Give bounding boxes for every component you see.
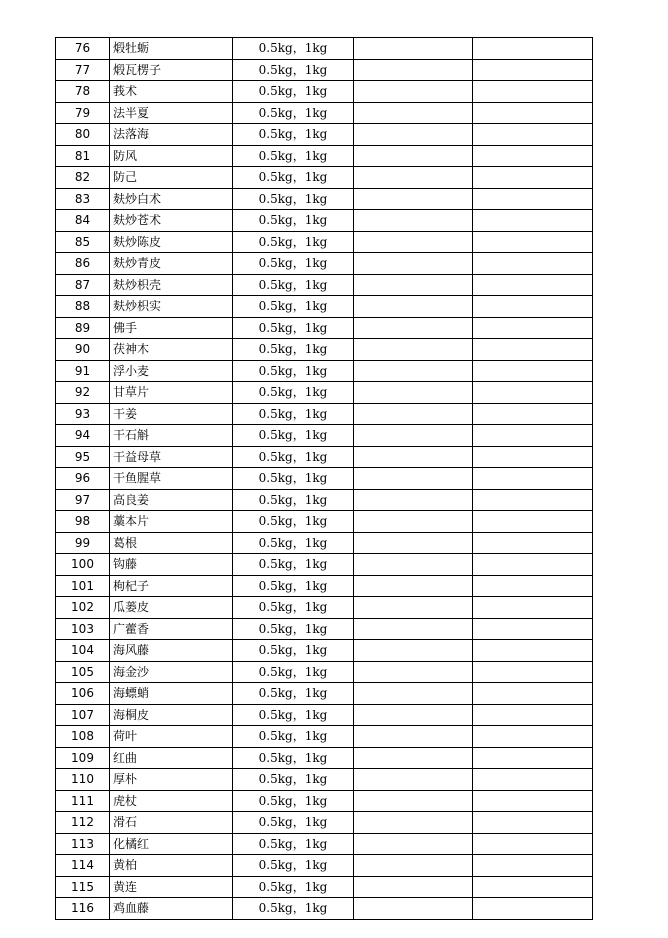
item-number-cell: 76	[56, 38, 110, 60]
table-row	[56, 683, 593, 705]
item-number-cell: 93	[56, 403, 110, 425]
table-row	[56, 296, 593, 318]
package-spec-cell: 0.5kg，1kg	[233, 468, 354, 490]
package-spec-cell: 0.5kg，1kg	[233, 124, 354, 146]
herb-name-cell: 瓜蒌皮	[110, 597, 233, 619]
package-spec-cell: 0.5kg，1kg	[233, 532, 354, 554]
empty-cell	[354, 532, 473, 554]
empty-cell	[354, 747, 473, 769]
empty-cell	[354, 124, 473, 146]
herb-name-cell: 高良姜	[110, 489, 233, 511]
herb-name-cell: 煅瓦楞子	[110, 59, 233, 81]
empty-cell	[354, 403, 473, 425]
table-row	[56, 640, 593, 662]
table-row	[56, 403, 593, 425]
empty-cell	[354, 597, 473, 619]
table-row	[56, 382, 593, 404]
empty-cell	[473, 640, 593, 662]
table-row	[56, 812, 593, 834]
herb-name-cell: 虎杖	[110, 790, 233, 812]
package-spec-cell: 0.5kg，1kg	[233, 425, 354, 447]
herb-name-cell: 麸炒苍术	[110, 210, 233, 232]
package-spec-cell: 0.5kg，1kg	[233, 683, 354, 705]
package-spec-cell: 0.5kg，1kg	[233, 382, 354, 404]
item-number-cell: 103	[56, 618, 110, 640]
item-number-cell: 99	[56, 532, 110, 554]
package-spec-cell: 0.5kg，1kg	[233, 833, 354, 855]
package-spec-cell: 0.5kg，1kg	[233, 296, 354, 318]
package-spec-cell: 0.5kg，1kg	[233, 253, 354, 275]
empty-cell	[473, 726, 593, 748]
item-number-cell: 109	[56, 747, 110, 769]
item-number-cell: 83	[56, 188, 110, 210]
empty-cell	[354, 468, 473, 490]
empty-cell	[354, 812, 473, 834]
table-row	[56, 145, 593, 167]
package-spec-cell: 0.5kg，1kg	[233, 726, 354, 748]
item-number-cell: 82	[56, 167, 110, 189]
item-number-cell: 111	[56, 790, 110, 812]
table-row	[56, 597, 593, 619]
package-spec-cell: 0.5kg，1kg	[233, 360, 354, 382]
item-number-cell: 114	[56, 855, 110, 877]
table-row	[56, 876, 593, 898]
empty-cell	[473, 446, 593, 468]
item-number-cell: 87	[56, 274, 110, 296]
package-spec-cell: 0.5kg，1kg	[233, 704, 354, 726]
empty-cell	[473, 296, 593, 318]
herb-name-cell: 鸡血藤	[110, 898, 233, 920]
package-spec-cell: 0.5kg，1kg	[233, 188, 354, 210]
item-number-cell: 88	[56, 296, 110, 318]
herb-name-cell: 广藿香	[110, 618, 233, 640]
item-number-cell: 89	[56, 317, 110, 339]
item-number-cell: 79	[56, 102, 110, 124]
empty-cell	[354, 145, 473, 167]
item-number-cell: 100	[56, 554, 110, 576]
empty-cell	[354, 210, 473, 232]
empty-cell	[473, 360, 593, 382]
herb-name-cell: 干石斛	[110, 425, 233, 447]
table-row	[56, 425, 593, 447]
empty-cell	[473, 317, 593, 339]
package-spec-cell: 0.5kg，1kg	[233, 446, 354, 468]
empty-cell	[354, 167, 473, 189]
empty-cell	[473, 403, 593, 425]
package-spec-cell: 0.5kg，1kg	[233, 812, 354, 834]
package-spec-cell: 0.5kg，1kg	[233, 618, 354, 640]
empty-cell	[354, 898, 473, 920]
table-row	[56, 81, 593, 103]
empty-cell	[473, 468, 593, 490]
package-spec-cell: 0.5kg，1kg	[233, 167, 354, 189]
empty-cell	[473, 812, 593, 834]
herb-name-cell: 防己	[110, 167, 233, 189]
herb-name-cell: 莪术	[110, 81, 233, 103]
empty-cell	[473, 661, 593, 683]
package-spec-cell: 0.5kg，1kg	[233, 575, 354, 597]
item-number-cell: 78	[56, 81, 110, 103]
empty-cell	[354, 253, 473, 275]
herb-name-cell: 红曲	[110, 747, 233, 769]
table-row	[56, 231, 593, 253]
herb-name-cell: 麸炒枳实	[110, 296, 233, 318]
package-spec-cell: 0.5kg，1kg	[233, 38, 354, 60]
item-number-cell: 97	[56, 489, 110, 511]
table-row	[56, 532, 593, 554]
item-number-cell: 90	[56, 339, 110, 361]
herb-spec-table	[55, 37, 593, 920]
empty-cell	[473, 253, 593, 275]
herb-name-cell: 麸炒陈皮	[110, 231, 233, 253]
empty-cell	[354, 726, 473, 748]
item-number-cell: 96	[56, 468, 110, 490]
empty-cell	[473, 425, 593, 447]
package-spec-cell: 0.5kg，1kg	[233, 403, 354, 425]
herb-name-cell: 麸炒白术	[110, 188, 233, 210]
table-row	[56, 747, 593, 769]
empty-cell	[354, 640, 473, 662]
empty-cell	[473, 188, 593, 210]
table-row	[56, 360, 593, 382]
table-row	[56, 704, 593, 726]
empty-cell	[354, 360, 473, 382]
table-row	[56, 38, 593, 60]
item-number-cell: 113	[56, 833, 110, 855]
table-row	[56, 769, 593, 791]
empty-cell	[354, 81, 473, 103]
table-row	[56, 317, 593, 339]
empty-cell	[473, 167, 593, 189]
herb-name-cell: 麸炒青皮	[110, 253, 233, 275]
table-row	[56, 489, 593, 511]
herb-name-cell: 化橘红	[110, 833, 233, 855]
package-spec-cell: 0.5kg，1kg	[233, 339, 354, 361]
herb-name-cell: 葛根	[110, 532, 233, 554]
empty-cell	[473, 38, 593, 60]
package-spec-cell: 0.5kg，1kg	[233, 554, 354, 576]
package-spec-cell: 0.5kg，1kg	[233, 81, 354, 103]
table-row	[56, 618, 593, 640]
table-row	[56, 124, 593, 146]
empty-cell	[354, 769, 473, 791]
package-spec-cell: 0.5kg，1kg	[233, 898, 354, 920]
empty-cell	[354, 489, 473, 511]
empty-cell	[354, 575, 473, 597]
empty-cell	[473, 382, 593, 404]
package-spec-cell: 0.5kg，1kg	[233, 231, 354, 253]
table-row	[56, 253, 593, 275]
empty-cell	[354, 382, 473, 404]
table-row	[56, 575, 593, 597]
empty-cell	[354, 38, 473, 60]
empty-cell	[354, 425, 473, 447]
table-row	[56, 726, 593, 748]
herb-name-cell: 荷叶	[110, 726, 233, 748]
empty-cell	[473, 59, 593, 81]
table-row	[56, 554, 593, 576]
herb-name-cell: 防风	[110, 145, 233, 167]
item-number-cell: 104	[56, 640, 110, 662]
empty-cell	[473, 790, 593, 812]
empty-cell	[354, 833, 473, 855]
item-number-cell: 81	[56, 145, 110, 167]
herb-name-cell: 海金沙	[110, 661, 233, 683]
item-number-cell: 116	[56, 898, 110, 920]
empty-cell	[473, 747, 593, 769]
item-number-cell: 115	[56, 876, 110, 898]
table-row	[56, 274, 593, 296]
item-number-cell: 108	[56, 726, 110, 748]
item-number-cell: 80	[56, 124, 110, 146]
package-spec-cell: 0.5kg，1kg	[233, 145, 354, 167]
table-row	[56, 102, 593, 124]
package-spec-cell: 0.5kg，1kg	[233, 661, 354, 683]
table-row	[56, 446, 593, 468]
herb-name-cell: 佛手	[110, 317, 233, 339]
empty-cell	[354, 446, 473, 468]
package-spec-cell: 0.5kg，1kg	[233, 210, 354, 232]
package-spec-cell: 0.5kg，1kg	[233, 640, 354, 662]
empty-cell	[354, 704, 473, 726]
package-spec-cell: 0.5kg，1kg	[233, 511, 354, 533]
empty-cell	[473, 274, 593, 296]
empty-cell	[473, 833, 593, 855]
empty-cell	[473, 102, 593, 124]
item-number-cell: 106	[56, 683, 110, 705]
item-number-cell: 85	[56, 231, 110, 253]
package-spec-cell: 0.5kg，1kg	[233, 769, 354, 791]
herb-name-cell: 海螵蛸	[110, 683, 233, 705]
empty-cell	[354, 554, 473, 576]
empty-cell	[473, 81, 593, 103]
herb-name-cell: 海桐皮	[110, 704, 233, 726]
empty-cell	[354, 188, 473, 210]
table-row	[56, 833, 593, 855]
empty-cell	[354, 661, 473, 683]
package-spec-cell: 0.5kg，1kg	[233, 855, 354, 877]
empty-cell	[354, 102, 473, 124]
herb-name-cell: 茯神木	[110, 339, 233, 361]
empty-cell	[473, 876, 593, 898]
empty-cell	[473, 575, 593, 597]
herb-name-cell: 滑石	[110, 812, 233, 834]
empty-cell	[473, 339, 593, 361]
item-number-cell: 86	[56, 253, 110, 275]
empty-cell	[354, 231, 473, 253]
empty-cell	[354, 59, 473, 81]
item-number-cell: 112	[56, 812, 110, 834]
herb-name-cell: 干鱼腥草	[110, 468, 233, 490]
package-spec-cell: 0.5kg，1kg	[233, 274, 354, 296]
table-row	[56, 511, 593, 533]
item-number-cell: 105	[56, 661, 110, 683]
table-row	[56, 339, 593, 361]
item-number-cell: 98	[56, 511, 110, 533]
table-row	[56, 790, 593, 812]
empty-cell	[473, 704, 593, 726]
empty-cell	[473, 597, 593, 619]
item-number-cell: 94	[56, 425, 110, 447]
empty-cell	[473, 683, 593, 705]
herb-name-cell: 海风藤	[110, 640, 233, 662]
herb-name-cell: 煅牡蛎	[110, 38, 233, 60]
empty-cell	[473, 898, 593, 920]
table-row	[56, 468, 593, 490]
empty-cell	[473, 618, 593, 640]
empty-cell	[473, 769, 593, 791]
herb-name-cell: 钩藤	[110, 554, 233, 576]
table-row	[56, 59, 593, 81]
item-number-cell: 110	[56, 769, 110, 791]
package-spec-cell: 0.5kg，1kg	[233, 317, 354, 339]
empty-cell	[354, 296, 473, 318]
empty-cell	[473, 210, 593, 232]
herb-name-cell: 黄柏	[110, 855, 233, 877]
table-row	[56, 188, 593, 210]
herb-name-cell: 藁本片	[110, 511, 233, 533]
empty-cell	[473, 231, 593, 253]
package-spec-cell: 0.5kg，1kg	[233, 59, 354, 81]
herb-name-cell: 干姜	[110, 403, 233, 425]
herb-name-cell: 干益母草	[110, 446, 233, 468]
herb-name-cell: 法落海	[110, 124, 233, 146]
empty-cell	[354, 618, 473, 640]
package-spec-cell: 0.5kg，1kg	[233, 597, 354, 619]
table-row	[56, 167, 593, 189]
table-row	[56, 855, 593, 877]
item-number-cell: 92	[56, 382, 110, 404]
package-spec-cell: 0.5kg，1kg	[233, 489, 354, 511]
empty-cell	[354, 274, 473, 296]
item-number-cell: 84	[56, 210, 110, 232]
package-spec-cell: 0.5kg，1kg	[233, 790, 354, 812]
package-spec-cell: 0.5kg，1kg	[233, 876, 354, 898]
herb-name-cell: 枸杞子	[110, 575, 233, 597]
empty-cell	[473, 532, 593, 554]
empty-cell	[354, 317, 473, 339]
herb-name-cell: 甘草片	[110, 382, 233, 404]
empty-cell	[473, 145, 593, 167]
herb-name-cell: 麸炒枳壳	[110, 274, 233, 296]
empty-cell	[473, 124, 593, 146]
herb-name-cell: 浮小麦	[110, 360, 233, 382]
empty-cell	[473, 489, 593, 511]
empty-cell	[354, 790, 473, 812]
empty-cell	[354, 876, 473, 898]
empty-cell	[354, 855, 473, 877]
item-number-cell: 102	[56, 597, 110, 619]
table-row	[56, 898, 593, 920]
empty-cell	[354, 683, 473, 705]
item-number-cell: 107	[56, 704, 110, 726]
table-row	[56, 210, 593, 232]
empty-cell	[473, 855, 593, 877]
herb-table-body	[56, 38, 593, 920]
herb-name-cell: 厚朴	[110, 769, 233, 791]
empty-cell	[473, 554, 593, 576]
empty-cell	[354, 339, 473, 361]
empty-cell	[473, 511, 593, 533]
table-row	[56, 661, 593, 683]
herb-name-cell: 黄连	[110, 876, 233, 898]
item-number-cell: 101	[56, 575, 110, 597]
empty-cell	[354, 511, 473, 533]
item-number-cell: 91	[56, 360, 110, 382]
package-spec-cell: 0.5kg，1kg	[233, 747, 354, 769]
package-spec-cell: 0.5kg，1kg	[233, 102, 354, 124]
item-number-cell: 95	[56, 446, 110, 468]
item-number-cell: 77	[56, 59, 110, 81]
herb-name-cell: 法半夏	[110, 102, 233, 124]
